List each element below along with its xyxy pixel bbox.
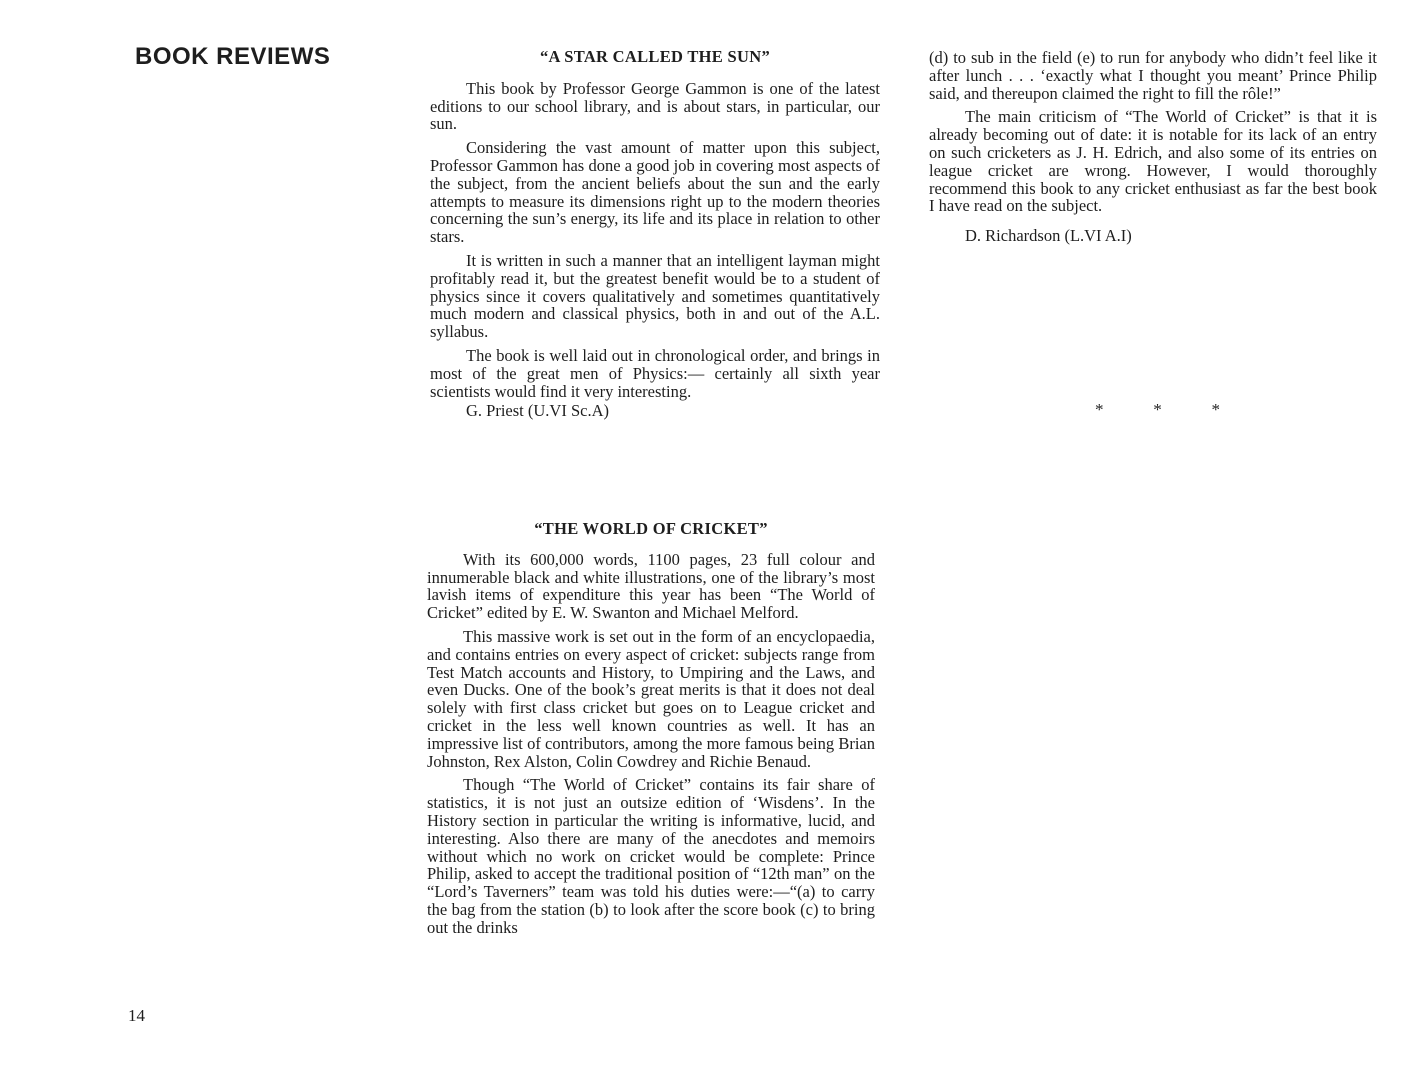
review-title: “A STAR CALLED THE SUN” xyxy=(539,47,770,66)
review-paragraph: The main criticism of “The World of Cricket” is that it is already becoming out of date: it is notable for its lack of an entry on such cricketers as J. H. Edrich, and also some of its entries on league cricket are wrong. However, I would thoroughly recommend this book to any cricket enthusiast as far the best book I have read on the subject. xyxy=(929,107,1377,216)
separator-star: * xyxy=(1211,400,1220,419)
review-signature: G. Priest (U.VI Sc.A) xyxy=(466,401,609,421)
review-star-called-the-sun xyxy=(430,48,880,426)
review-paragraph: The book is well laid out in chronological order, and brings in most of the great men of Physics:— certainly all sixth year scientists would find it very interesting. xyxy=(430,345,880,401)
review-title: “THE WORLD OF CRICKET” xyxy=(534,519,768,538)
separator-star: * xyxy=(1095,400,1104,419)
review-paragraph: With its 600,000 words, 1100 pages, 23 full colour and innumerable black and white illustrations, one of the library’s most lavish items of expenditure this year has been “The World of Cricket” edited by E. W. Swanton and Michael Melford. xyxy=(427,549,875,623)
review-paragraph: Though “The World of Cricket” contains its fair share of statistics, it is not just an outsize edition of ‘Wisdens’. In the History section in particular the writing is informative, lucid, and interesting. Also there are many of the anecdotes and memoirs without which no work on cricket would be complete: Prince Philip, asked to accept the traditional position of “12th man” on the “Lord’s Taverners” team was told his duties were:—“(a) to carry the bag from the station (b) to look after the score book (c) to bring out the drinks xyxy=(427,775,875,937)
review-world-of-cricket xyxy=(427,520,875,943)
review-paragraph: This massive work is set out in the form of an encyclopaedia, and contains entries on every aspect of cricket: subjects range from Test Match accounts and History, to Umpiring and the Laws, and even Ducks. One of the book’s great merits is that it does not deal solely with first class cricket but goes on to League cricket and cricket in the less well known countries as well. It has an impressive list of contributors, among the more famous being Brian Johnston, Rex Alston, Colin Cowdrey and Richie Benaud. xyxy=(427,626,875,771)
separator-star: * xyxy=(1153,400,1162,419)
section-heading: BOOK REVIEWS xyxy=(135,43,331,70)
review-paragraph: This book by Professor George Gammon is one of the latest editions to our school library, and is about stars, in particular, our sun. xyxy=(430,78,880,134)
review-signature: D. Richardson (L.VI A.I) xyxy=(965,226,1132,246)
section-separator xyxy=(1095,400,1220,420)
review-paragraph: It is written in such a manner that an intelligent layman might profitably read it, but the greatest benefit would be to a student of physics since it covers qualitatively and sometimes quantitatively much modern and classical physics, both in and out of the A.L. syllabus. xyxy=(430,250,880,342)
page-number: 14 xyxy=(128,1006,145,1025)
review-world-of-cricket-continued xyxy=(929,49,1377,251)
review-paragraph: Considering the vast amount of matter upon this subject, Professor Gammon has done a good job in covering most aspects of the subject, from the ancient beliefs about the sun and the early attempts to measure its dimensions right up to the modern theories concerning the sun’s energy, its life and its place in relation to other stars. xyxy=(430,138,880,247)
review-paragraph-continued: (d) to sub in the field (e) to run for anybody who didn’t feel like it after lunch . . . ‘exactly what I thought you meant’ Prince Philip said, and thereupon claimed the right to fill the rôle!” xyxy=(929,48,1377,103)
